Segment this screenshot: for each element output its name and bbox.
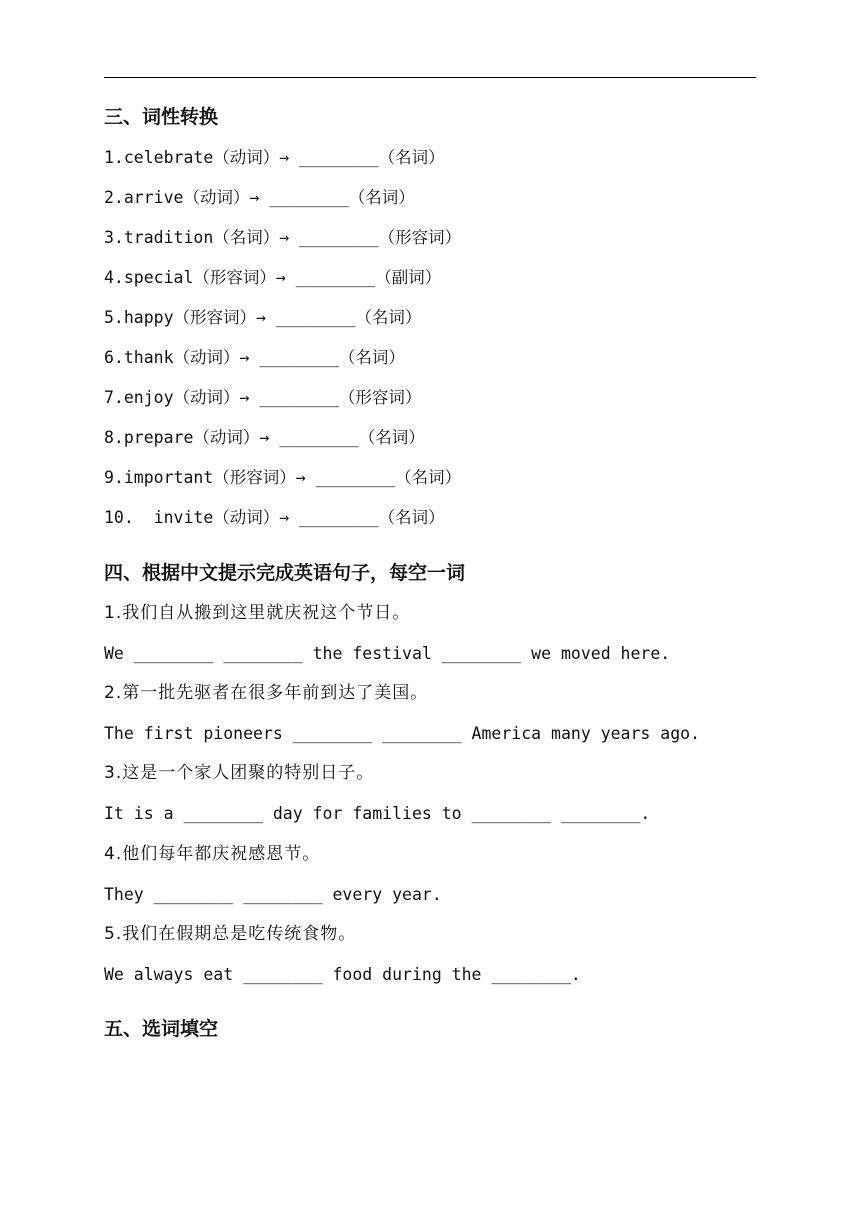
s4-prompt-4: 4.他们每年都庆祝感恩节。 — [104, 844, 321, 864]
s3-item-8: 8.prepare（动词）→ ________（名词） — [104, 428, 425, 447]
s3-item-6: 6.thank（动词）→ ________（名词） — [104, 348, 405, 367]
header-rule — [104, 77, 756, 78]
section-5-title: 五、选词填空 — [104, 1018, 219, 1040]
s4-prompt-5: 5.我们在假期总是吃传统食物。 — [104, 924, 357, 944]
s4-sentence-1: We ________ ________ the festival ________ we moved here. — [104, 644, 671, 663]
s3-item-5: 5.happy（形容词）→ ________（名词） — [104, 308, 422, 327]
s4-sentence-3: It is a ________ day for families to ________ ________. — [104, 804, 651, 823]
s3-item-3: 3.tradition（名词）→ ________（形容词） — [104, 228, 462, 247]
s3-item-2: 2.arrive（动词）→ ________（名词） — [104, 188, 415, 207]
section-3-title: 三、词性转换 — [104, 106, 219, 128]
section-4-title: 四、根据中文提示完成英语句子，每空一词 — [104, 562, 466, 584]
s4-sentence-5: We always eat ________ food during the ________. — [104, 965, 581, 984]
s3-item-1: 1.celebrate（动词）→ ________（名词） — [104, 148, 445, 167]
s3-item-9: 9.important（形容词）→ ________（名词） — [104, 468, 462, 487]
s3-item-10: 10. invite（动词）→ ________（名词） — [104, 508, 445, 527]
s4-prompt-2: 2.第一批先驱者在很多年前到达了美国。 — [104, 683, 429, 703]
s4-prompt-1: 1.我们自从搬到这里就庆祝这个节日。 — [104, 603, 411, 623]
s3-item-4: 4.special（形容词）→ ________（副词） — [104, 268, 442, 287]
s4-sentence-4: They ________ ________ every year. — [104, 885, 442, 904]
s3-item-7: 7.enjoy（动词）→ ________（形容词） — [104, 388, 422, 407]
s4-prompt-3: 3.这是一个家人团聚的特别日子。 — [104, 763, 375, 783]
s4-sentence-2: The first pioneers ________ ________ America many years ago. — [104, 724, 701, 743]
